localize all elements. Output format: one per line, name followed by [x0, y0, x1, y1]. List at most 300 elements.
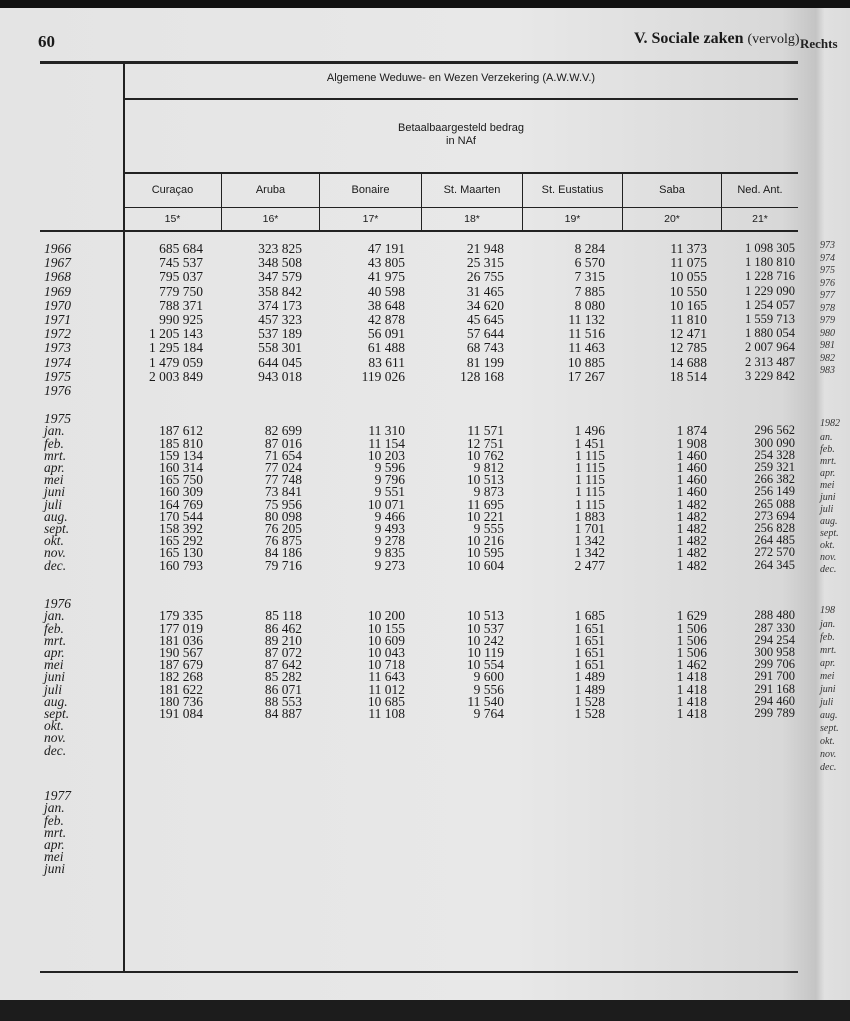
table-cell: 1 098 305 — [745, 241, 795, 255]
table-cell: 254 328 — [754, 447, 795, 462]
month-row-label: aug. — [44, 693, 68, 709]
table-cell: 1 342 — [574, 533, 605, 549]
table-cell: 1 482 — [676, 533, 707, 549]
table-cell: 294 460 — [754, 693, 795, 708]
table-cell: 82 699 — [264, 423, 302, 439]
table-cell: 10 604 — [466, 557, 504, 573]
table-cell: 1 651 — [574, 632, 605, 648]
month-row-label: juli — [44, 496, 63, 512]
table-cell: 8 080 — [574, 297, 605, 313]
year-row-label: 1974 — [44, 354, 71, 370]
table-cell: 2 313 487 — [745, 354, 795, 369]
table-cell: 73 841 — [264, 484, 302, 500]
month-row-label: juni — [44, 861, 66, 877]
column-code: 21* — [752, 212, 768, 225]
table-cell: 745 537 — [159, 255, 203, 271]
table-cell: 9 835 — [374, 545, 405, 561]
table-cell: 87 016 — [264, 435, 302, 451]
table-cell: 9 812 — [473, 460, 504, 475]
table-cell: 1 482 — [676, 496, 707, 512]
table-cell: 348 508 — [258, 255, 302, 271]
table-cell: 10 216 — [466, 533, 504, 549]
table-cell: 47 191 — [367, 241, 405, 256]
table-cell: 10 595 — [466, 545, 504, 561]
next-page-label: 978 — [820, 302, 835, 314]
table-cell: 1 460 — [676, 484, 707, 500]
month-row-label: nov. — [44, 730, 66, 746]
next-page-label: feb. — [820, 444, 835, 455]
column-code: 17* — [320, 207, 422, 230]
table-cell: 1 451 — [574, 435, 605, 451]
next-page-label: 198 — [820, 605, 835, 616]
table-cell: 323 825 — [258, 241, 302, 256]
table-cell: 10 043 — [367, 645, 405, 660]
year-row-label: 1971 — [44, 312, 71, 327]
table-cell: 10 071 — [367, 496, 405, 512]
column-header: Bonaire — [320, 172, 422, 207]
table-cell: 10 203 — [367, 447, 405, 463]
next-page-label: dec. — [820, 564, 837, 575]
table-cell: 1 528 — [574, 693, 605, 709]
table-cell: 644 045 — [258, 354, 302, 370]
table-cell: 1 418 — [676, 669, 707, 685]
table-cell: 40 598 — [367, 283, 405, 299]
month-row-label: sept. — [44, 706, 70, 721]
table-cell: 1 506 — [676, 632, 707, 648]
month-row-label: mei — [44, 849, 64, 865]
month-row-label: dec. — [44, 742, 67, 758]
table-cell: 165 130 — [159, 545, 203, 561]
table-cell: 273 694 — [754, 508, 795, 523]
next-page-label: nov. — [820, 552, 837, 563]
table-cell: 2 477 — [574, 557, 605, 573]
table-cell: 9 493 — [374, 521, 405, 536]
month-row-label: apr. — [44, 837, 65, 852]
table-cell: 1 342 — [574, 545, 605, 561]
table-cell: 11 540 — [467, 693, 504, 709]
month-row-label: juli — [44, 681, 63, 697]
scan-top-edge — [0, 0, 850, 8]
column-header: Curaçao — [124, 172, 222, 207]
table-cell: 1 880 054 — [745, 326, 795, 341]
table-cell: 9 873 — [473, 484, 504, 500]
year-row-label: 1970 — [44, 297, 71, 313]
next-page-label: 983 — [820, 365, 835, 376]
table-cell: 10 762 — [466, 447, 504, 463]
next-page-label: an. — [820, 432, 833, 443]
table-cell: 1 908 — [676, 435, 707, 451]
table-subtitle-line1: Betaalbaargesteld bedrag — [398, 122, 524, 134]
table-cell: 9 466 — [374, 508, 405, 524]
table-cell: 9 556 — [473, 681, 504, 697]
table-cell: 71 654 — [264, 447, 302, 463]
table-cell: 77 024 — [264, 460, 302, 475]
month-row-label: mei — [44, 657, 64, 673]
table-cell: 11 132 — [568, 312, 605, 327]
table-cell: 10 119 — [467, 645, 504, 660]
table-cell: 10 685 — [367, 693, 405, 709]
table-cell: 165 750 — [159, 472, 203, 488]
column-code: 18* — [422, 207, 523, 230]
table-cell: 25 315 — [466, 255, 504, 271]
table-cell: 179 335 — [159, 608, 203, 624]
table-cell: 1 180 810 — [745, 255, 795, 270]
table-cell: 11 643 — [368, 669, 405, 685]
table-cell: 9 796 — [374, 472, 405, 488]
table-cell: 272 570 — [754, 545, 795, 560]
table-cell: 191 084 — [159, 706, 203, 721]
table-cell: 299 789 — [754, 706, 795, 720]
month-row-label: juni — [44, 669, 66, 685]
next-page-label: sept. — [820, 723, 839, 734]
section-suffix: (vervolg) — [747, 32, 800, 47]
table-cell: 181 036 — [159, 632, 203, 648]
column-code: 16* — [222, 207, 320, 230]
table-cell: 10 550 — [669, 283, 707, 299]
table-cell: 2 007 964 — [745, 340, 795, 355]
table-cell: 68 743 — [466, 340, 504, 356]
table-cell: 181 622 — [159, 681, 203, 697]
table-cell: 299 706 — [754, 657, 795, 672]
table-cell: 187 679 — [159, 657, 203, 673]
table-cell: 10 200 — [367, 608, 405, 624]
table-cell: 1 460 — [676, 472, 707, 488]
table-cell: 9 551 — [374, 484, 405, 500]
month-row-label: mrt. — [44, 447, 67, 463]
table-cell: 38 648 — [367, 297, 405, 313]
table-cell: 1 651 — [574, 620, 605, 636]
table-cell: 12 785 — [669, 340, 707, 356]
table-cell: 265 088 — [754, 496, 795, 511]
month-row-label: mei — [44, 472, 64, 488]
month-row-label: dec. — [44, 557, 67, 573]
table-cell: 537 189 — [258, 326, 302, 342]
table-cell: 86 462 — [264, 620, 302, 636]
table-cell: 300 090 — [754, 435, 795, 450]
year-row-label: 1968 — [44, 269, 71, 285]
table-cell: 1 482 — [676, 521, 707, 536]
table-cell: 1 496 — [574, 423, 605, 439]
table-cell: 1 883 — [574, 508, 605, 524]
table-cell: 256 828 — [754, 521, 795, 535]
next-page-label: 973 — [820, 240, 835, 251]
year-row-label: 1976 — [44, 383, 71, 398]
table-cell: 457 323 — [258, 312, 302, 327]
table-cell: 11 463 — [568, 340, 605, 356]
table-cell: 1 460 — [676, 447, 707, 463]
table-cell: 10 537 — [466, 620, 504, 636]
month-row-label: mrt. — [44, 824, 67, 840]
table-cell: 6 570 — [574, 255, 605, 271]
month-row-label: nov. — [44, 545, 66, 561]
table-cell: 1 418 — [676, 681, 707, 697]
column-code: 20* — [623, 207, 722, 230]
table-cell: 11 075 — [670, 255, 707, 271]
table-cell: 9 764 — [473, 706, 504, 721]
table-cell: 990 925 — [159, 312, 203, 327]
table-cell: 1 528 — [574, 706, 605, 721]
header-bottom-rule — [40, 230, 798, 232]
table-cell: 287 330 — [754, 620, 795, 635]
table-cell: 1 506 — [676, 645, 707, 660]
column-header: Saba — [623, 172, 722, 207]
table-cell: 11 108 — [368, 706, 405, 721]
next-page-label: dec. — [820, 762, 837, 773]
table-cell: 1 229 090 — [745, 283, 795, 298]
table-cell: 1 489 — [574, 681, 605, 697]
table-cell: 159 134 — [159, 447, 203, 463]
table-cell: 160 793 — [159, 557, 203, 573]
table-cell: 170 544 — [159, 508, 203, 524]
next-page-label: juli — [820, 504, 834, 515]
next-page-label: juli — [820, 697, 834, 708]
table-cell: 77 748 — [264, 472, 302, 488]
next-page-label: 980 — [820, 327, 835, 339]
table-cell: 158 392 — [159, 521, 203, 536]
month-row-label: apr. — [44, 460, 65, 475]
next-page-label: aug. — [820, 516, 838, 527]
next-page-label: okt. — [820, 736, 835, 747]
table-cell: 177 019 — [159, 620, 203, 636]
next-page-label: jan. — [820, 619, 836, 630]
next-page-label: 975 — [820, 265, 835, 276]
table-bottom-rule — [40, 971, 798, 973]
year-row-label: 1973 — [44, 340, 71, 356]
year-heading-label: 1976 — [44, 596, 71, 611]
table-cell: 89 210 — [264, 632, 302, 648]
page-number: 60 — [38, 32, 55, 51]
month-row-label: jan. — [44, 423, 65, 439]
table-cell: 75 956 — [264, 496, 302, 512]
month-row-label: apr. — [44, 645, 65, 660]
year-row-label: 1969 — [44, 283, 71, 299]
table-cell: 7 885 — [574, 283, 605, 299]
column-header: St. Maarten — [422, 172, 523, 207]
table-cell: 1 418 — [676, 706, 707, 721]
table-cell: 685 684 — [159, 241, 203, 256]
next-page-label: juni — [820, 492, 836, 503]
table-cell: 160 314 — [159, 460, 203, 475]
column-code: 15* — [124, 207, 222, 230]
column-code: 19* — [523, 207, 623, 230]
table-cell: 10 055 — [669, 269, 707, 285]
table-cell: 11 373 — [670, 241, 707, 256]
table-cell: 9 273 — [374, 557, 405, 573]
table-cell: 294 254 — [754, 632, 795, 647]
table-subtitle-line2: in NAf — [446, 135, 476, 147]
table-cell: 41 975 — [367, 269, 405, 285]
table-cell: 1 651 — [574, 657, 605, 673]
table-cell: 374 173 — [258, 297, 302, 313]
table-cell: 56 091 — [367, 326, 405, 342]
next-page-label: mrt. — [820, 645, 837, 656]
table-cell: 1 228 716 — [745, 269, 795, 284]
month-row-label: feb. — [44, 620, 64, 636]
table-cell: 1 489 — [574, 669, 605, 685]
table-cell: 358 842 — [258, 283, 302, 299]
table-cell: 87 642 — [264, 657, 302, 673]
table-cell: 128 168 — [460, 368, 504, 384]
table-cell: 11 810 — [670, 312, 707, 327]
table-cell: 9 555 — [473, 521, 504, 536]
table-cell: 10 718 — [367, 657, 405, 673]
table-cell: 788 371 — [159, 297, 203, 313]
table-cell: 779 750 — [159, 283, 203, 299]
table-cell: 10 513 — [466, 472, 504, 488]
table-cell: 10 513 — [466, 608, 504, 624]
table-cell: 1 205 143 — [149, 326, 203, 342]
table-cell: 10 242 — [466, 632, 504, 648]
table-cell: 1 629 — [676, 608, 707, 624]
month-row-label: feb. — [44, 812, 64, 828]
next-page-label: okt. — [820, 540, 835, 551]
month-row-label: okt. — [44, 533, 64, 549]
table-cell: 10 221 — [466, 508, 504, 524]
month-row-label: sept. — [44, 521, 70, 536]
table-cell: 86 071 — [264, 681, 302, 697]
table-cell: 12 751 — [466, 435, 504, 451]
title-rule — [124, 98, 798, 100]
next-page-label: juni — [820, 684, 836, 695]
table-cell: 558 301 — [258, 340, 302, 356]
table-cell: 11 154 — [368, 435, 405, 451]
table-cell: 1 418 — [676, 693, 707, 709]
table-cell: 21 948 — [466, 241, 504, 256]
table-cell: 88 553 — [264, 693, 302, 709]
next-page-label: apr. — [820, 658, 836, 669]
table-top-rule — [40, 61, 798, 64]
year-row-label: 1975 — [44, 368, 71, 384]
table-cell: 83 611 — [368, 354, 405, 370]
column-header: St. Eustatius — [523, 172, 623, 207]
next-page-label: 979 — [820, 315, 835, 326]
year-heading-label: 1977 — [44, 788, 71, 803]
table-cell: 296 562 — [754, 423, 795, 438]
year-row-label: 1967 — [44, 255, 71, 271]
month-row-label: juni — [44, 484, 66, 500]
table-cell: 76 205 — [264, 521, 302, 536]
month-row-label: okt. — [44, 718, 64, 734]
next-page-label: nov. — [820, 749, 837, 760]
table-cell: 12 471 — [669, 326, 707, 342]
table-cell: 259 321 — [754, 460, 795, 474]
table-cell: 9 600 — [473, 669, 504, 685]
next-page-label: aug. — [820, 710, 838, 721]
next-page-label: 976 — [820, 277, 835, 289]
table-cell: 80 098 — [264, 508, 302, 524]
table-cell: 291 168 — [754, 681, 795, 696]
month-row-label: aug. — [44, 508, 68, 524]
table-cell: 85 118 — [265, 608, 302, 624]
table-cell: 264 345 — [754, 557, 795, 572]
table-cell: 1 479 059 — [149, 354, 203, 370]
table-cell: 943 018 — [258, 368, 302, 384]
table-cell: 10 609 — [367, 632, 405, 648]
table-cell: 9 278 — [374, 533, 405, 549]
table-cell: 61 488 — [367, 340, 405, 356]
table-cell: 300 958 — [754, 645, 795, 659]
table-cell: 18 514 — [669, 368, 707, 384]
next-page-label: apr. — [820, 468, 836, 479]
table-cell: 1 506 — [676, 620, 707, 636]
table-cell: 187 612 — [159, 423, 203, 439]
table-cell: 10 885 — [567, 354, 605, 370]
table-cell: 17 267 — [567, 368, 605, 384]
next-page-label: 981 — [820, 340, 835, 351]
year-row-label: 1966 — [44, 241, 71, 256]
table-cell: 1 295 184 — [149, 340, 203, 356]
table-cell: 57 644 — [466, 326, 504, 342]
table-cell: 185 810 — [159, 435, 203, 451]
table-cell: 26 755 — [466, 269, 504, 285]
table-cell: 180 736 — [159, 693, 203, 709]
table-cell: 10 165 — [669, 297, 707, 313]
table-cell: 45 645 — [466, 312, 504, 327]
column-header: Aruba — [222, 172, 320, 207]
table-cell: 43 805 — [367, 255, 405, 271]
table-cell: 31 465 — [466, 283, 504, 299]
next-page-label: 977 — [820, 290, 835, 301]
table-cell: 1 115 — [575, 472, 605, 488]
next-page-label: mei — [820, 480, 835, 491]
section-title-text: V. Sociale zaken — [634, 30, 744, 47]
table-cell: 288 480 — [754, 608, 795, 623]
section-title — [634, 30, 800, 48]
month-row-label: mrt. — [44, 632, 67, 648]
table-cell: 14 688 — [669, 354, 707, 370]
year-row-label: 1972 — [44, 326, 71, 342]
table-cell: 795 037 — [159, 269, 203, 285]
column-header: Ned. Ant. — [737, 183, 783, 196]
table-cell: 1 482 — [676, 508, 707, 524]
table-cell: 256 149 — [754, 484, 795, 499]
table-cell: 1 559 713 — [745, 312, 795, 326]
table-cell: 81 199 — [466, 354, 504, 370]
table-cell: 87 072 — [264, 645, 302, 660]
table-cell: 85 282 — [264, 669, 302, 685]
table-cell: 347 579 — [258, 269, 302, 285]
table-cell: 2 003 849 — [149, 368, 203, 384]
table-cell: 1 115 — [575, 460, 605, 475]
table-cell: 7 315 — [574, 269, 605, 285]
next-page-label: mrt. — [820, 456, 837, 467]
next-page-label: mei — [820, 671, 835, 682]
table-cell: 9 596 — [374, 460, 405, 475]
table-cell: 76 875 — [264, 533, 302, 549]
table-cell: 182 268 — [159, 669, 203, 685]
table-cell: 84 887 — [264, 706, 302, 721]
table-cell: 165 292 — [159, 533, 203, 549]
next-page-label: 1982 — [820, 418, 840, 429]
next-page-label: feb. — [820, 632, 835, 643]
table-cell: 1 701 — [574, 521, 605, 536]
table-cell: 42 878 — [367, 312, 405, 327]
table-cell: 8 284 — [574, 241, 605, 256]
table-cell: 11 012 — [368, 681, 405, 697]
table-cell: 119 026 — [361, 368, 405, 384]
table-cell: 264 485 — [754, 533, 795, 548]
next-page-label: sept. — [820, 528, 839, 539]
table-cell: 1 115 — [575, 496, 605, 512]
table-cell: 1 651 — [574, 645, 605, 660]
next-page-label: 974 — [820, 252, 835, 264]
month-row-label: feb. — [44, 435, 64, 451]
table-cell: 190 567 — [159, 645, 203, 660]
table-cell: 1 460 — [676, 460, 707, 475]
month-row-label: jan. — [44, 608, 65, 624]
table-cell: 1 115 — [575, 447, 605, 463]
table-cell: 11 310 — [368, 423, 405, 439]
